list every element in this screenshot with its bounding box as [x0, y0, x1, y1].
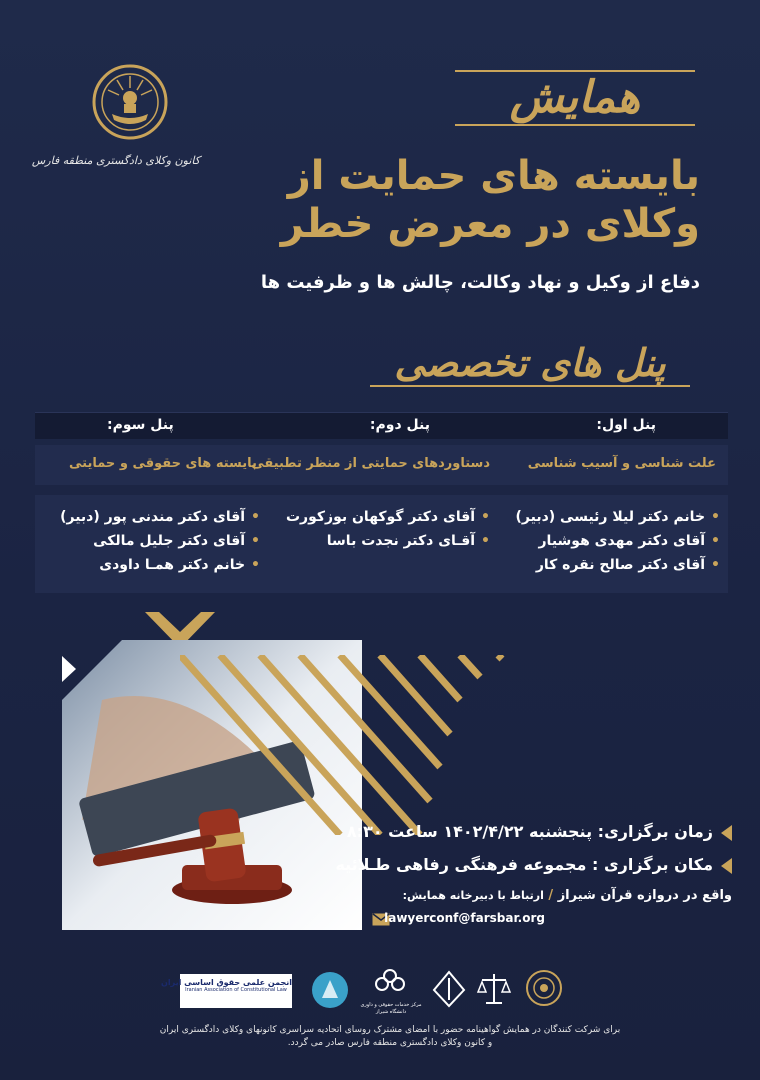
- panel-members: [35, 495, 728, 593]
- panels-heading: [355, 340, 705, 387]
- list-item: •آقای دکتر جلیل مالکی: [93, 533, 260, 549]
- list-item: •آقای دکتر گوکهان بوزکورت: [285, 509, 490, 525]
- bar-union-logo-icon: [432, 970, 466, 1008]
- round-seal-icon: [524, 968, 564, 1008]
- panel-1-members: [516, 505, 721, 577]
- org-caption: کانون وکلای دادگستری منطقه فارس: [31, 154, 200, 167]
- divider: [455, 124, 695, 126]
- contact-email[interactable]: lawyerconf@farsbar.org: [384, 911, 545, 925]
- event-time: زمان برگزاری: پنجشنبه ۱۴۰۲/۴/۲۲ ساعت ۸:۳۰: [312, 822, 732, 841]
- panel-topics-bar: [35, 445, 728, 485]
- bullet-triangle-icon: [721, 825, 732, 841]
- panel-1-topic: علت شناسی و آسیب شناسی: [527, 456, 716, 471]
- panel-2-members: [286, 505, 490, 553]
- footer-note: برای شرکت کنندگان در همایش گواهینامه حضور با امضای مشترک روسای اتحادیه سراسری کانونهای وکلای دادگستری ایران و کانون وکلای دادگستری منطقه فارس صادر می گردد.: [159, 1025, 621, 1048]
- list-item: •آقای دکتر مهدی هوشیار: [538, 533, 720, 549]
- decorative-stripes: [180, 655, 560, 835]
- panel-3-name: پنل سوم:: [107, 417, 174, 433]
- bullet-triangle-icon: [721, 858, 732, 874]
- scales-of-justice-icon: [476, 970, 512, 1008]
- event-place: مکان برگزاری : مجموعه فرهنگی رفاهی طـلائیه: [312, 855, 732, 874]
- emblem-icon: [90, 62, 170, 142]
- divider: [370, 385, 690, 387]
- title-line-1: بایسته های حمایت از: [287, 153, 700, 199]
- sponsor-logos: انجمن علمی حقوق اساسی ایران Iranian Association of Constitutional Law مرکز خدمات حقوقی و داوری دانشگاه شیراز: [180, 966, 570, 1016]
- panel-2-topic: دستاوردهای حمایتی از منظر تطبیقی: [251, 456, 490, 471]
- panel-2-name: پنل دوم:: [369, 417, 430, 433]
- panel-names-bar: [35, 412, 728, 439]
- panels-heading-text: پنل های تخصصی: [394, 340, 666, 385]
- subtitle: دفاع از وکیل و نهاد وکالت، چالش ها و ظرفیت ها: [260, 272, 700, 293]
- panel-3-topic: بایسته های حقوقی و حمایتی: [69, 456, 257, 471]
- event-word: همایش: [509, 72, 641, 123]
- title-line-2: وکلای در معرض خطر: [280, 201, 700, 247]
- event-address: واقع در دروازه قرآن شیراز / ارتباط با دبیرخانه همایش:: [402, 888, 732, 903]
- list-item: •خانم دکتر همـا داودی: [99, 557, 260, 573]
- list-item: •آقای دکتر مندنی پور (دبیر): [60, 509, 260, 525]
- university-logo-icon: [310, 970, 350, 1010]
- list-item: •آقـای دکتر نجدت باسا: [326, 533, 490, 549]
- panel-1-name: پنل اول:: [596, 417, 656, 433]
- list-item: •خانم دکتر لیلا رئیسی (دبیر): [515, 509, 720, 525]
- contact-label: ارتباط با دبیرخانه همایش:: [402, 889, 544, 902]
- panel-3-members: [60, 505, 260, 577]
- event-heading: [445, 70, 705, 126]
- legal-center-logo-icon: [368, 966, 412, 1002]
- sponsor-logo-constitutional-law: انجمن علمی حقوق اساسی ایران Iranian Association of Constitutional Law: [180, 974, 292, 1008]
- list-item: •آقای دکتر صالح نقره کار: [535, 557, 720, 573]
